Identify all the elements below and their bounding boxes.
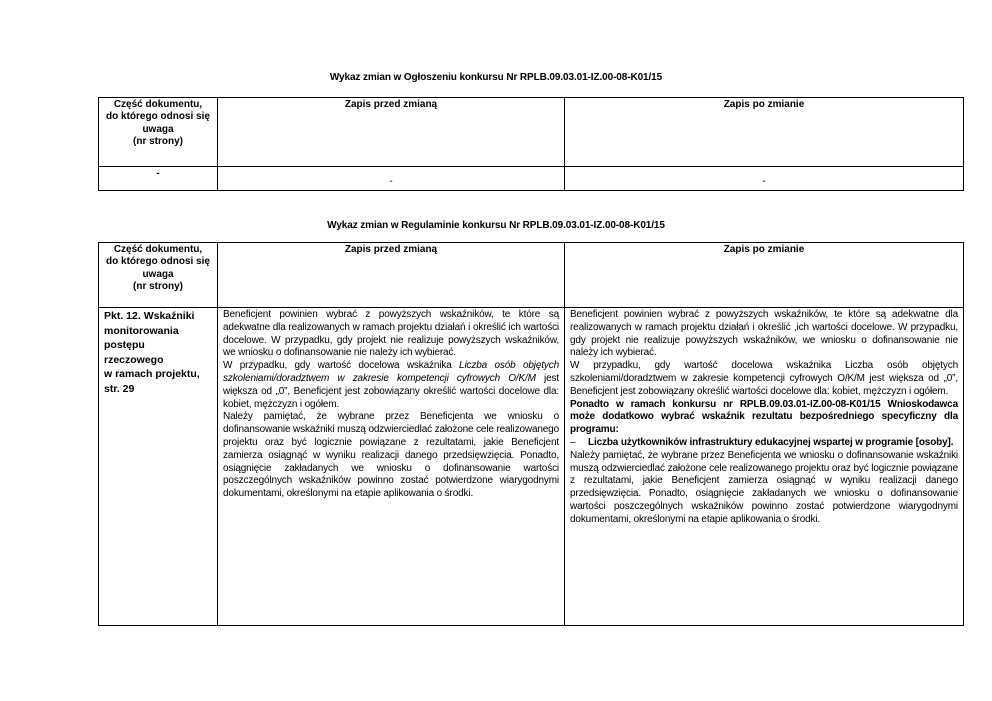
row-after-change: - <box>565 167 964 191</box>
table-row <box>99 308 964 626</box>
row-before-change: - <box>218 167 565 191</box>
table-header-row <box>99 98 964 167</box>
row-document-part: - <box>99 167 218 191</box>
before-paragraph-3: Należy pamiętać, że wybrane przez Beneficjenta we wniosku o dofinansowanie wskaźniki muszą odzwierciedlać założone cele realizowanego projektu oraz być logicznie powiązane z rezultatami, jakie Beneficjent zamierza osiągnąć w wyniku realizacji danego przedsięwzięcia. Ponadto, osiągnięcie zakładanych we wniosku o dofinansowanie wartości poszczególnych wskaźników powinno zostać potwierdzone wiarygodnymi dokumentami, określonymi na etapie aplikowania o środki. <box>223 411 559 500</box>
header-before-change: Zapis przed zmianą <box>218 243 565 308</box>
row-document-part: Pkt. 12. Wskaźniki monitorowania postępu rzeczowego w ramach projektu, str. 29 <box>99 308 218 626</box>
header-document-part: Część dokumentu, do którego odnosi się uwaga (nr strony) <box>99 98 218 167</box>
dash-bullet: – <box>570 436 576 448</box>
regulation-changes-title: Wykaz zmian w Regulaminie konkursu Nr RPLB.09.03.01-IZ.00-08-K01/15 <box>327 220 665 231</box>
after-paragraph-3: Ponadto w ramach konkursu nr RPLB.09.03.01-IZ.00-08-K01/15 Wnioskodawca może dodatkowo wybrać wskaźnik rezultatu bezpośredniego specyficzny dla programu: <box>570 398 958 436</box>
row-after-change <box>565 308 964 626</box>
announcement-changes-title: Wykaz zmian w Ogłoszeniu konkursu Nr RPLB.09.03.01-IZ.00-08-K01/15 <box>329 72 663 83</box>
indicator-list-item <box>570 437 958 450</box>
after-paragraph-1: Beneficjent powinien wybrać z powyższych wskaźników, te które są adekwatne dla realizowanych w ramach projektu działań i określić ,ich wartości docelowe. W przypadku, gdy projekt nie realizuje powyższych wskaźników, we wniosku o dofinansowanie nie należy ich wybierać. <box>570 309 958 359</box>
regulation-changes-table <box>98 242 964 626</box>
after-paragraph-2: W przypadku, gdy wartość docelowa wskaźnika Liczba osób objętych szkoleniami/doradztwem w zakresie kompetencji cyfrowych O/K/M jest większa od „0”, Beneficjent jest zobowiązany określić wartości docelowe dla: kobiet, mężczyzn i ogółem. <box>570 360 958 397</box>
before-paragraph-2: W przypadku, gdy wartość docelowa wskaźnika Liczba osób objętych szkoleniami/doradztwem w zakresie kompetencji cyfrowych O/K/M jest większa od „0”, Beneficjent jest zobowiązany określić wartości docelowe dla: kobiet, mężczyzn i ogółem. <box>223 360 559 410</box>
header-after-change: Zapis po zmianie <box>565 243 964 308</box>
after-paragraph-4: Należy pamiętać, że wybrane przez Beneficjenta we wniosku o dofinansowanie wskaźniki muszą odzwierciedlać założone cele realizowanego projektu oraz być logicznie powiązane z rezultatami, jakie Beneficjent zamierza osiągnąć w wyniku realizacji danego przedsięwzięcia. Ponadto, osiągnięcie zakładanych we wniosku o dofinansowanie wartości poszczególnych wskaźników powinno zostać potwierdzone wiarygodnymi dokumentami, określonymi na etapie aplikowania o środki. <box>570 449 958 525</box>
header-after-change: Zapis po zmianie <box>565 98 964 167</box>
header-document-part: Część dokumentu, do którego odnosi się uwaga (nr strony) <box>99 243 218 308</box>
before-paragraph-1: Beneficjent powinien wybrać z powyższych wskaźników, te które są adekwatne dla realizowanych w ramach projektu działań i określić ich wartości docelowe. W przypadku, gdy projekt nie realizuje powyższych wskaźników, we wniosku o dofinansowanie nie należy ich wybierać. <box>223 309 559 359</box>
row-before-change <box>218 308 565 626</box>
table-row <box>99 167 964 191</box>
indicator-name: Liczba użytkowników infrastruktury edukacyjnej wspartej w programie [osoby]. <box>588 436 954 448</box>
table-header-row <box>99 243 964 308</box>
header-before-change: Zapis przed zmianą <box>218 98 565 167</box>
announcement-changes-table <box>98 97 964 191</box>
